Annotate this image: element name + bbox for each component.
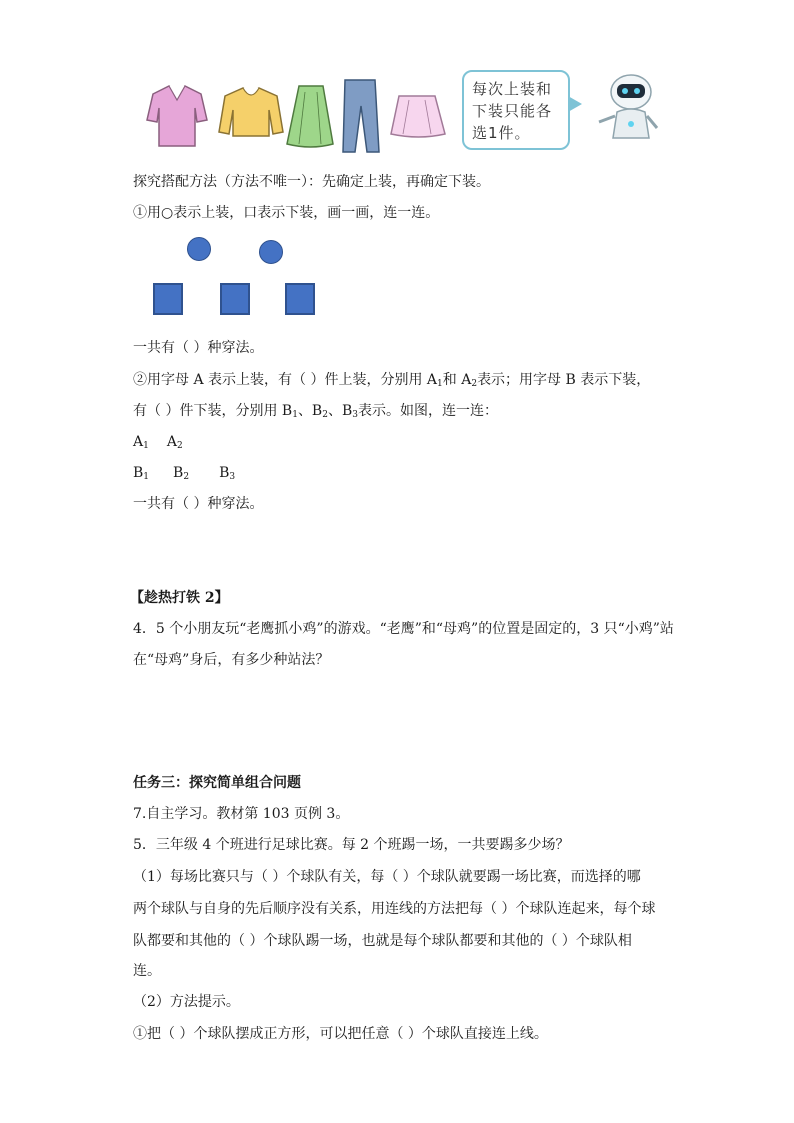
yellow-sweater-icon (219, 88, 283, 136)
a-row (133, 432, 183, 456)
blue-pants-icon (343, 80, 379, 152)
pink-shirt-icon (147, 86, 207, 146)
b-row (133, 463, 235, 487)
p1-line2: 两个球队与自身的先后顺序没有关系，用连线的方法把每（ ）个球队连起来，每个球 (133, 901, 656, 917)
label-a2: $A_2$ (166, 434, 183, 451)
self-study-text: 7.自主学习。教材第 103 页例 3。 (133, 806, 350, 822)
intro-text: 探究搭配方法（方法不唯一）：先确定上装，再确定下装。 (133, 174, 490, 190)
p1-line3: 队都要和其他的（ ）个球队踢一场，也就是每个球队都要和其他的（ ）个球队相 (133, 933, 632, 949)
speech-bubble: 每次上装和下装只能各选1件。 (462, 70, 570, 150)
pink-skirt-icon (391, 96, 445, 137)
section2-heading: 【趁热打铁 2】 (130, 590, 229, 606)
label-b3: $B_3$ (219, 465, 236, 482)
section3-heading: 任务三：探究简单组合问题 (133, 775, 301, 791)
step2-line1: ②用字母 A 表示上装，有（ ）件上装，分别用 $A_1$和 $A_2$表示；用字母 B 表示下装， (133, 372, 651, 389)
label-a1: $A_1$ (133, 434, 149, 451)
bottom-square-3 (285, 283, 315, 315)
p2-text: （2）方法提示。 (133, 994, 240, 1010)
q4-line1: 4．5 个小朋友玩“老鹰抓小鸡”的游戏。“老鹰”和“母鸡”的位置是固定的，3 只“小鸡”站 (133, 621, 674, 637)
p1-line4: 连。 (133, 963, 161, 979)
speech-bubble-tail (568, 96, 582, 112)
green-skirt-icon (287, 86, 333, 147)
bottom-square-1 (153, 283, 183, 315)
step2-line2: 有（ ）件下装，分别用 $B_1$、$B_2$、$B_3$表示。如图，连一连： (133, 403, 498, 420)
answer1-text: 一共有（ ）种穿法。 (133, 340, 264, 356)
answer2-text: 一共有（ ）种穿法。 (133, 496, 264, 512)
step1-text: ①用○表示上装，口表示下装，画一画，连一连。 (133, 205, 440, 221)
p2-step1-text: ①把（ ）个球队摆成正方形，可以把任意（ ）个球队直接连上线。 (133, 1026, 548, 1042)
q4-line2: 在“母鸡”身后，有多少种站法？ (133, 652, 330, 668)
clothing-illustration (133, 72, 673, 162)
label-b1: $B_1$ (133, 465, 150, 482)
q5-text: 5．三年级 4 个班进行足球比赛。每 2 个班踢一场，一共要踢多少场？ (133, 837, 570, 853)
bottom-square-2 (220, 283, 250, 315)
robot-icon (599, 75, 657, 138)
p1-line1: （1）每场比赛只与（ ）个球队有关，每（ ）个球队就要踢一场比赛，而选择的哪 (133, 869, 641, 885)
label-b2: $B_2$ (173, 465, 190, 482)
top-circle-1 (187, 237, 211, 261)
top-circle-2 (259, 240, 283, 264)
